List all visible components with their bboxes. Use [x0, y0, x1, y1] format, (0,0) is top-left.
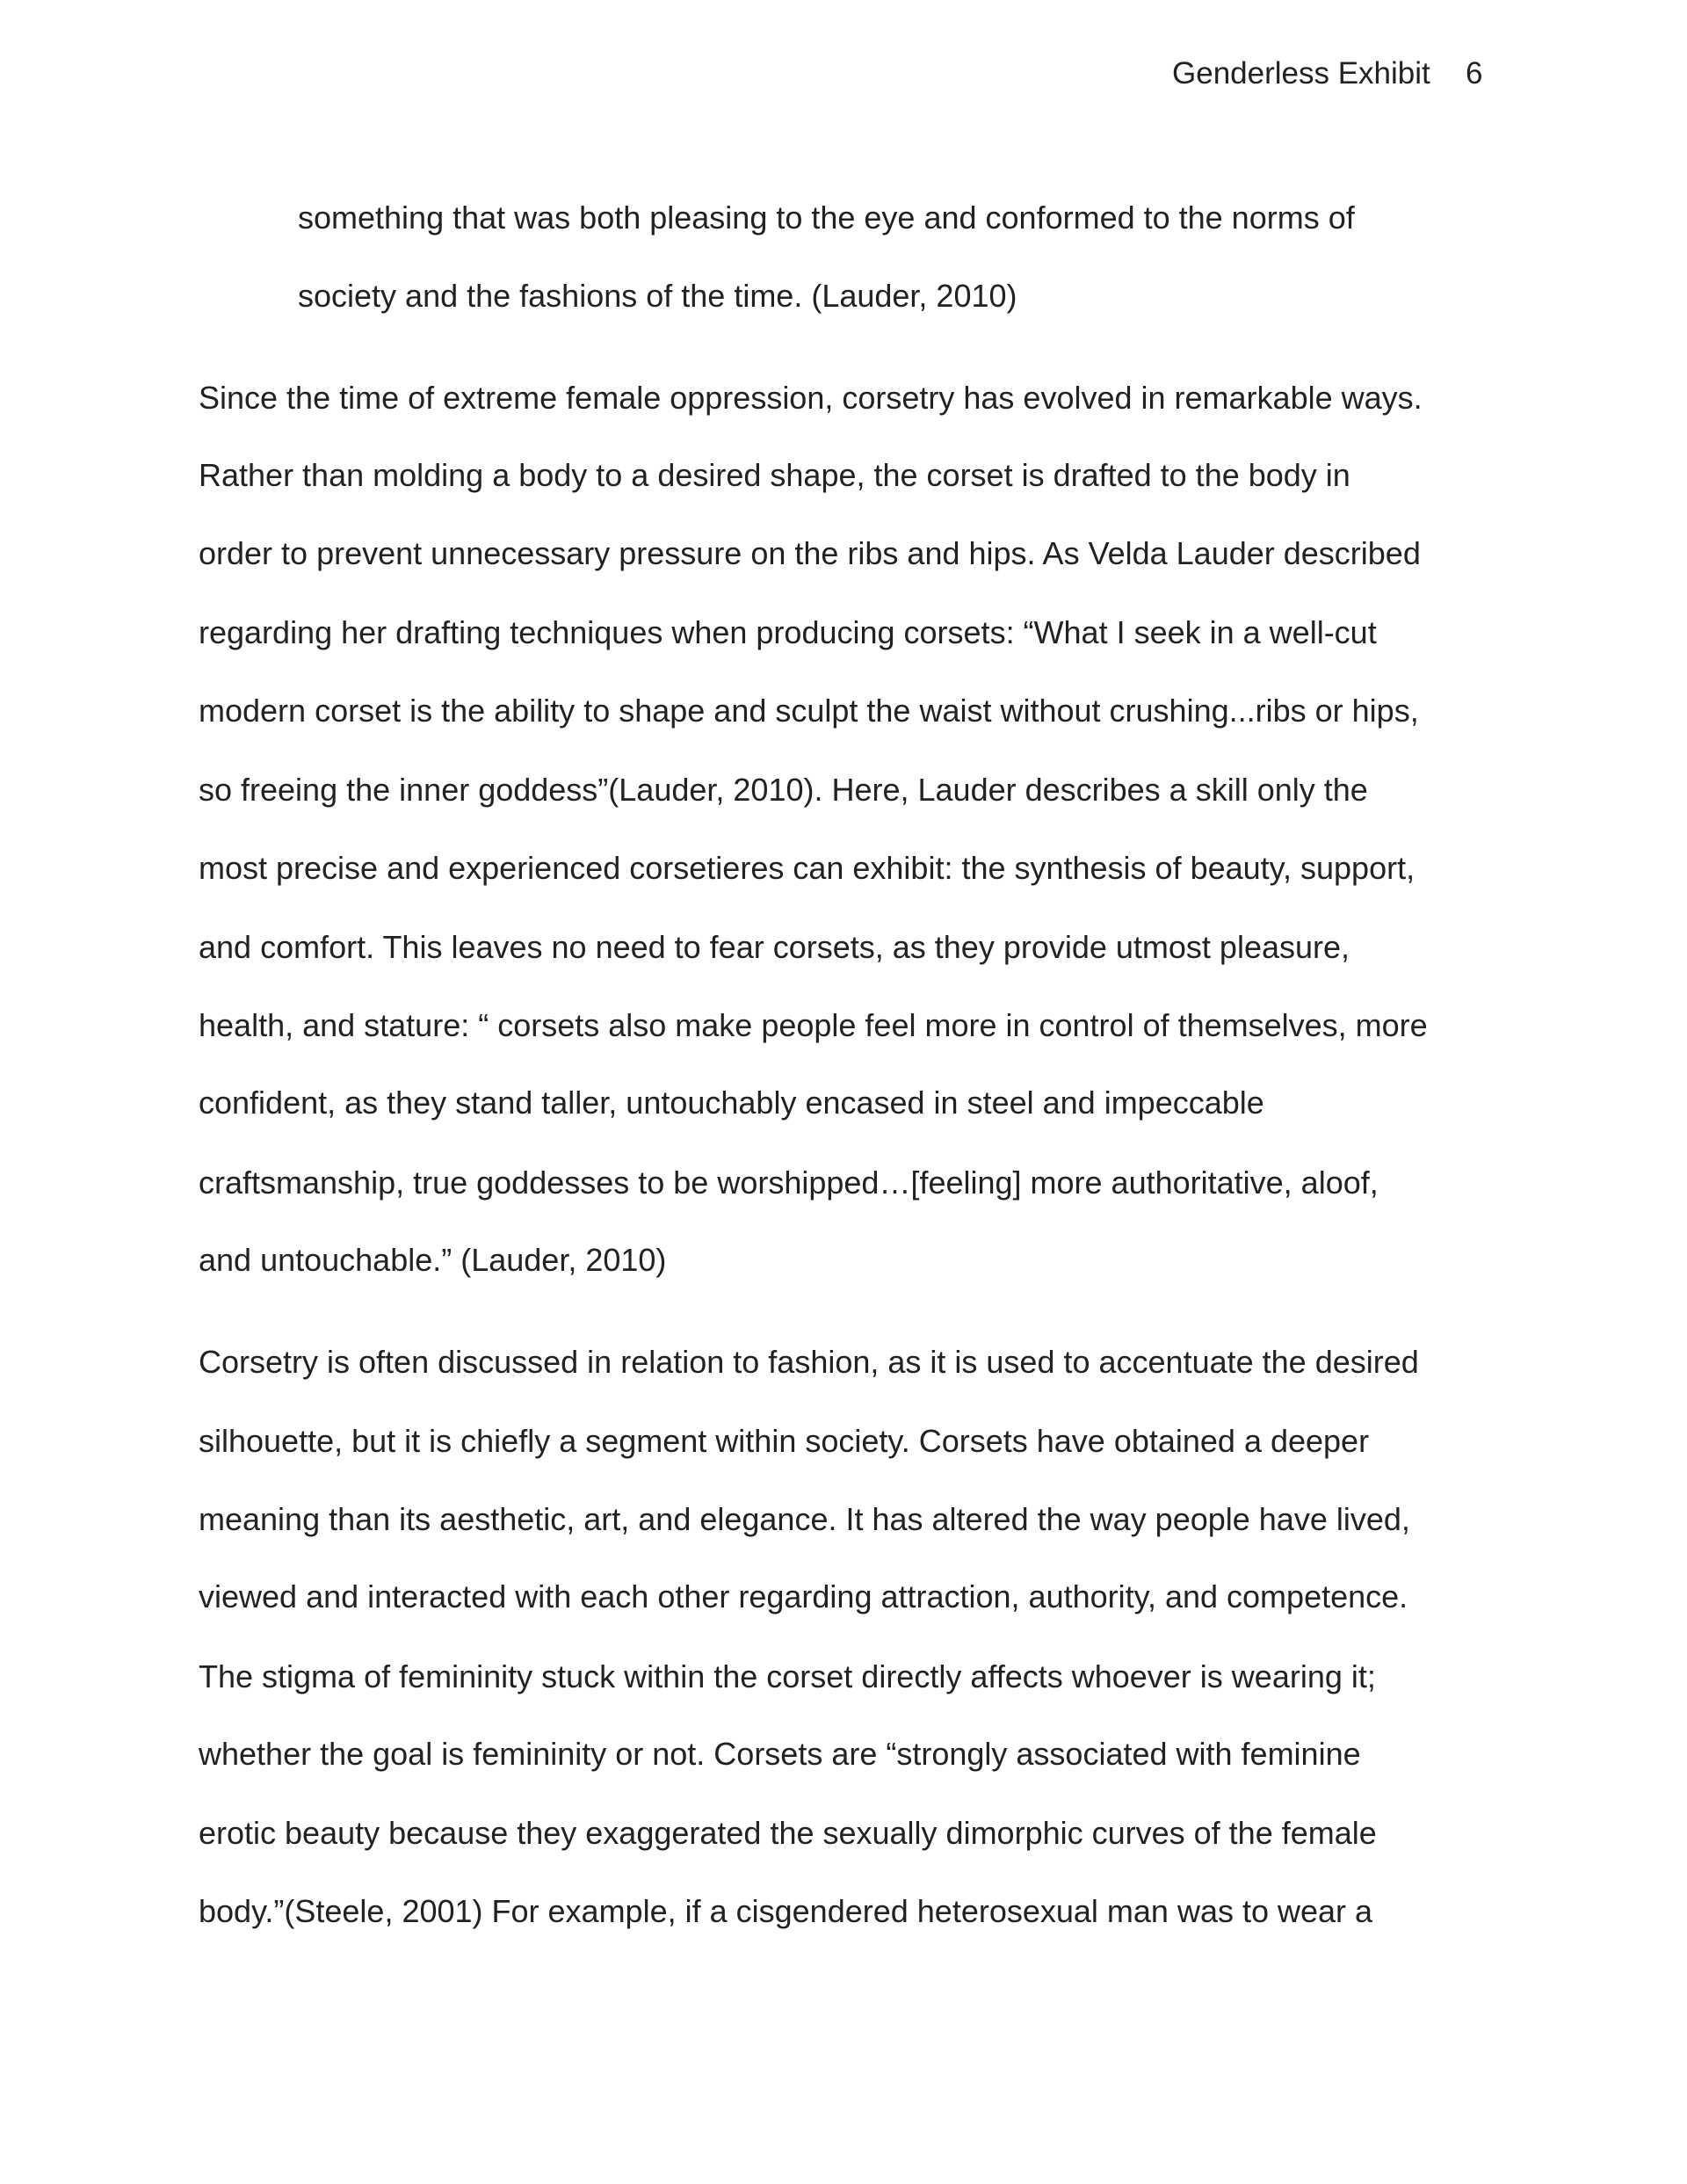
paragraph-line: and comfort. This leaves no need to fear corsets, as they provide utmost pleasure, — [199, 929, 1350, 965]
paragraph-line: Corsetry is often discussed in relation to fashion, as it is used to accentuate the desired — [199, 1344, 1419, 1380]
paragraph-line: confident, as they stand taller, untouchably encased in steel and impeccable — [199, 1085, 1264, 1121]
block-quote-line: something that was both pleasing to the eye and conformed to the norms of — [298, 200, 1355, 236]
paragraph-line: most precise and experienced corsetieres can exhibit: the synthesis of beauty, support, — [199, 850, 1415, 886]
paragraph-line: The stigma of femininity stuck within the corset directly affects whoever is wearing it; — [199, 1658, 1376, 1694]
block-quote-line: society and the fashions of the time. (Lauder, 2010) — [298, 278, 1017, 314]
paragraph-line: meaning than its aesthetic, art, and elegance. It has altered the way people have lived, — [199, 1501, 1410, 1537]
paragraph-line: whether the goal is femininity or not. Corsets are “strongly associated with feminine — [199, 1736, 1361, 1772]
paragraph-line: and untouchable.” (Lauder, 2010) — [199, 1242, 667, 1278]
paragraph-line: body.”(Steele, 2001) For example, if a cisgendered heterosexual man was to wear a — [199, 1893, 1373, 1929]
page-number: 6 — [1466, 56, 1483, 91]
paragraph-line: regarding her drafting techniques when producing corsets: “What I seek in a well-cut — [199, 614, 1377, 650]
running-head: Genderless Exhibit — [1172, 56, 1430, 91]
paragraph-line: Since the time of extreme female oppression, corsetry has evolved in remarkable ways. — [199, 380, 1423, 416]
paragraph-line: health, and stature: “ corsets also make people feel more in control of themselves, more — [199, 1007, 1428, 1043]
paragraph-line: Rather than molding a body to a desired shape, the corset is drafted to the body in — [199, 457, 1350, 493]
paragraph-line: viewed and interacted with each other regarding attraction, authority, and competence. — [199, 1578, 1408, 1614]
paragraph-line: craftsmanship, true goddesses to be worshipped…[feeling] more authoritative, aloof, — [199, 1165, 1379, 1201]
paragraph-line: erotic beauty because they exaggerated the sexually dimorphic curves of the female — [199, 1815, 1377, 1851]
paragraph-line: modern corset is the ability to shape and sculpt the waist without crushing...ribs or hips, — [199, 693, 1419, 729]
paragraph-line: silhouette, but it is chiefly a segment within society. Corsets have obtained a deeper — [199, 1423, 1370, 1459]
paragraph-line: order to prevent unnecessary pressure on the ribs and hips. As Velda Lauder described — [199, 535, 1421, 571]
paragraph-line: so freeing the inner goddess”(Lauder, 2010). Here, Lauder describes a skill only the — [199, 772, 1368, 808]
